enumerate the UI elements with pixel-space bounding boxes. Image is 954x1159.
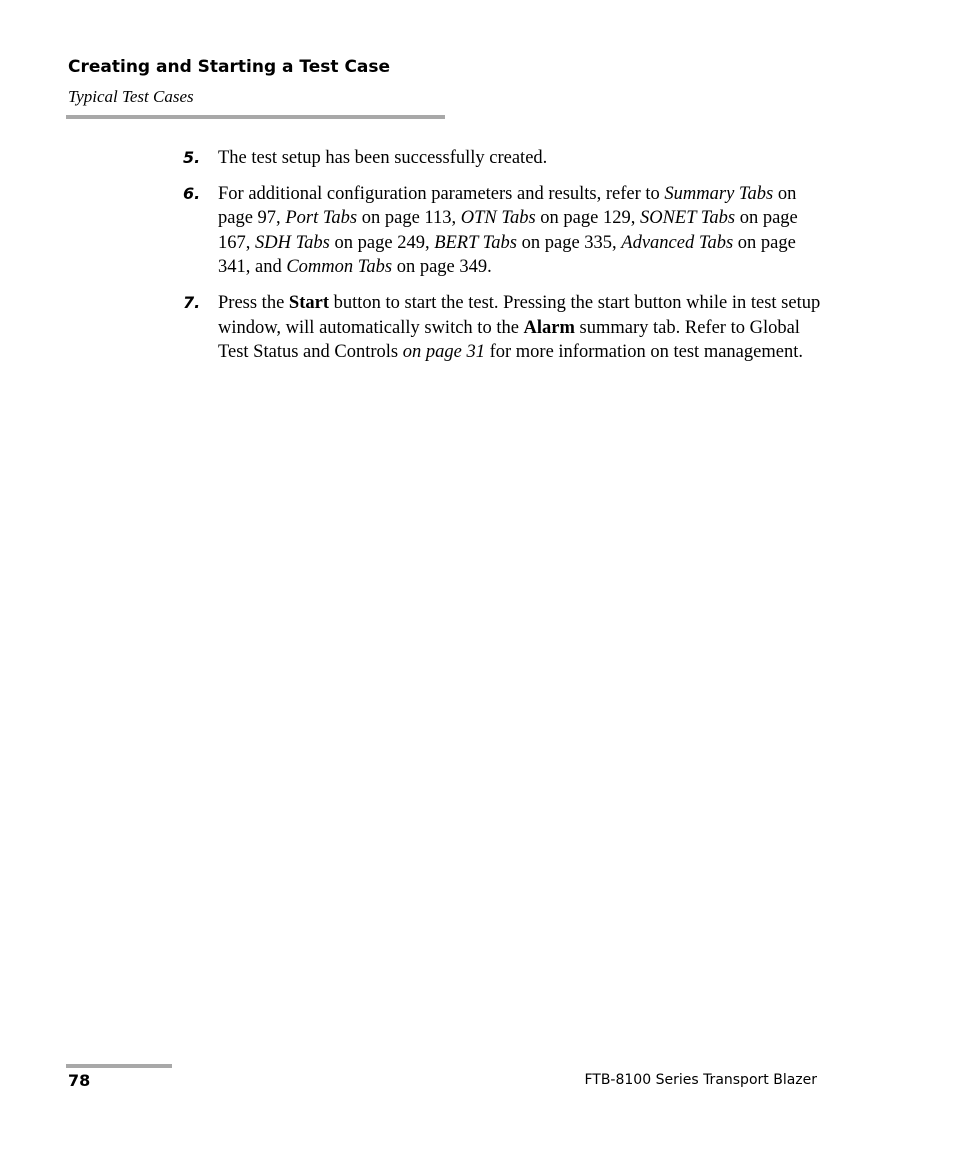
step-item — [183, 291, 823, 365]
text-run: on page 113, — [357, 208, 461, 229]
step-text — [218, 148, 547, 168]
text-run: The test setup has been successfully created. — [218, 148, 548, 168]
ui-term-start-button: Start — [288, 292, 329, 313]
step-number: 6. — [183, 183, 201, 203]
header-divider — [66, 115, 445, 119]
step-list — [183, 146, 823, 376]
footer-divider — [66, 1064, 172, 1068]
cross-reference-link[interactable]: OTN Tabs — [460, 208, 536, 229]
text-run: on page 167, — [218, 208, 798, 253]
cross-reference-link[interactable]: SDH Tabs — [255, 232, 330, 253]
text-run: summary tab. Refer to Global Test Status and Controls — [218, 317, 800, 363]
cross-reference-link[interactable]: Port Tabs — [285, 208, 358, 229]
page-number: 78 — [68, 1071, 91, 1090]
step-item — [183, 146, 823, 171]
text-run: on page 97, — [218, 183, 797, 229]
step-text — [218, 184, 798, 278]
step-text — [218, 293, 820, 362]
text-run: on page 129, — [535, 208, 640, 229]
step-number: 5. — [183, 148, 201, 167]
text-run: on page 349. — [392, 257, 492, 278]
text-run: Press the — [218, 292, 289, 313]
cross-reference-link[interactable]: Advanced Tabs — [621, 232, 734, 253]
product-name: FTB-8100 Series Transport Blazer — [584, 1072, 817, 1088]
text-run: For additional configuration parameters and results, refer to — [218, 183, 665, 204]
page-header-subtitle: Typical Test Cases — [68, 87, 194, 106]
page-header-title: Creating and Starting a Test Case — [68, 57, 391, 77]
text-run: button to start the test. Pressing the start button while in test setup window, will automatically switch to the — [218, 292, 821, 338]
text-run: on page 335, — [516, 232, 622, 253]
cross-reference-link[interactable]: on page 31 — [402, 342, 485, 363]
text-run: on page 249, — [329, 232, 435, 253]
cross-reference-link[interactable]: SONET Tabs — [639, 208, 736, 229]
cross-reference-link[interactable]: Common Tabs — [286, 257, 393, 278]
cross-reference-link[interactable]: BERT Tabs — [434, 232, 517, 253]
text-run: for more information on test management. — [484, 342, 803, 363]
step-number: 7. — [183, 292, 201, 312]
ui-term-alarm-tab: Alarm — [523, 317, 575, 338]
text-run: on page 341, and — [218, 232, 796, 278]
step-item — [183, 182, 823, 280]
cross-reference-link[interactable]: Summary Tabs — [664, 183, 774, 204]
